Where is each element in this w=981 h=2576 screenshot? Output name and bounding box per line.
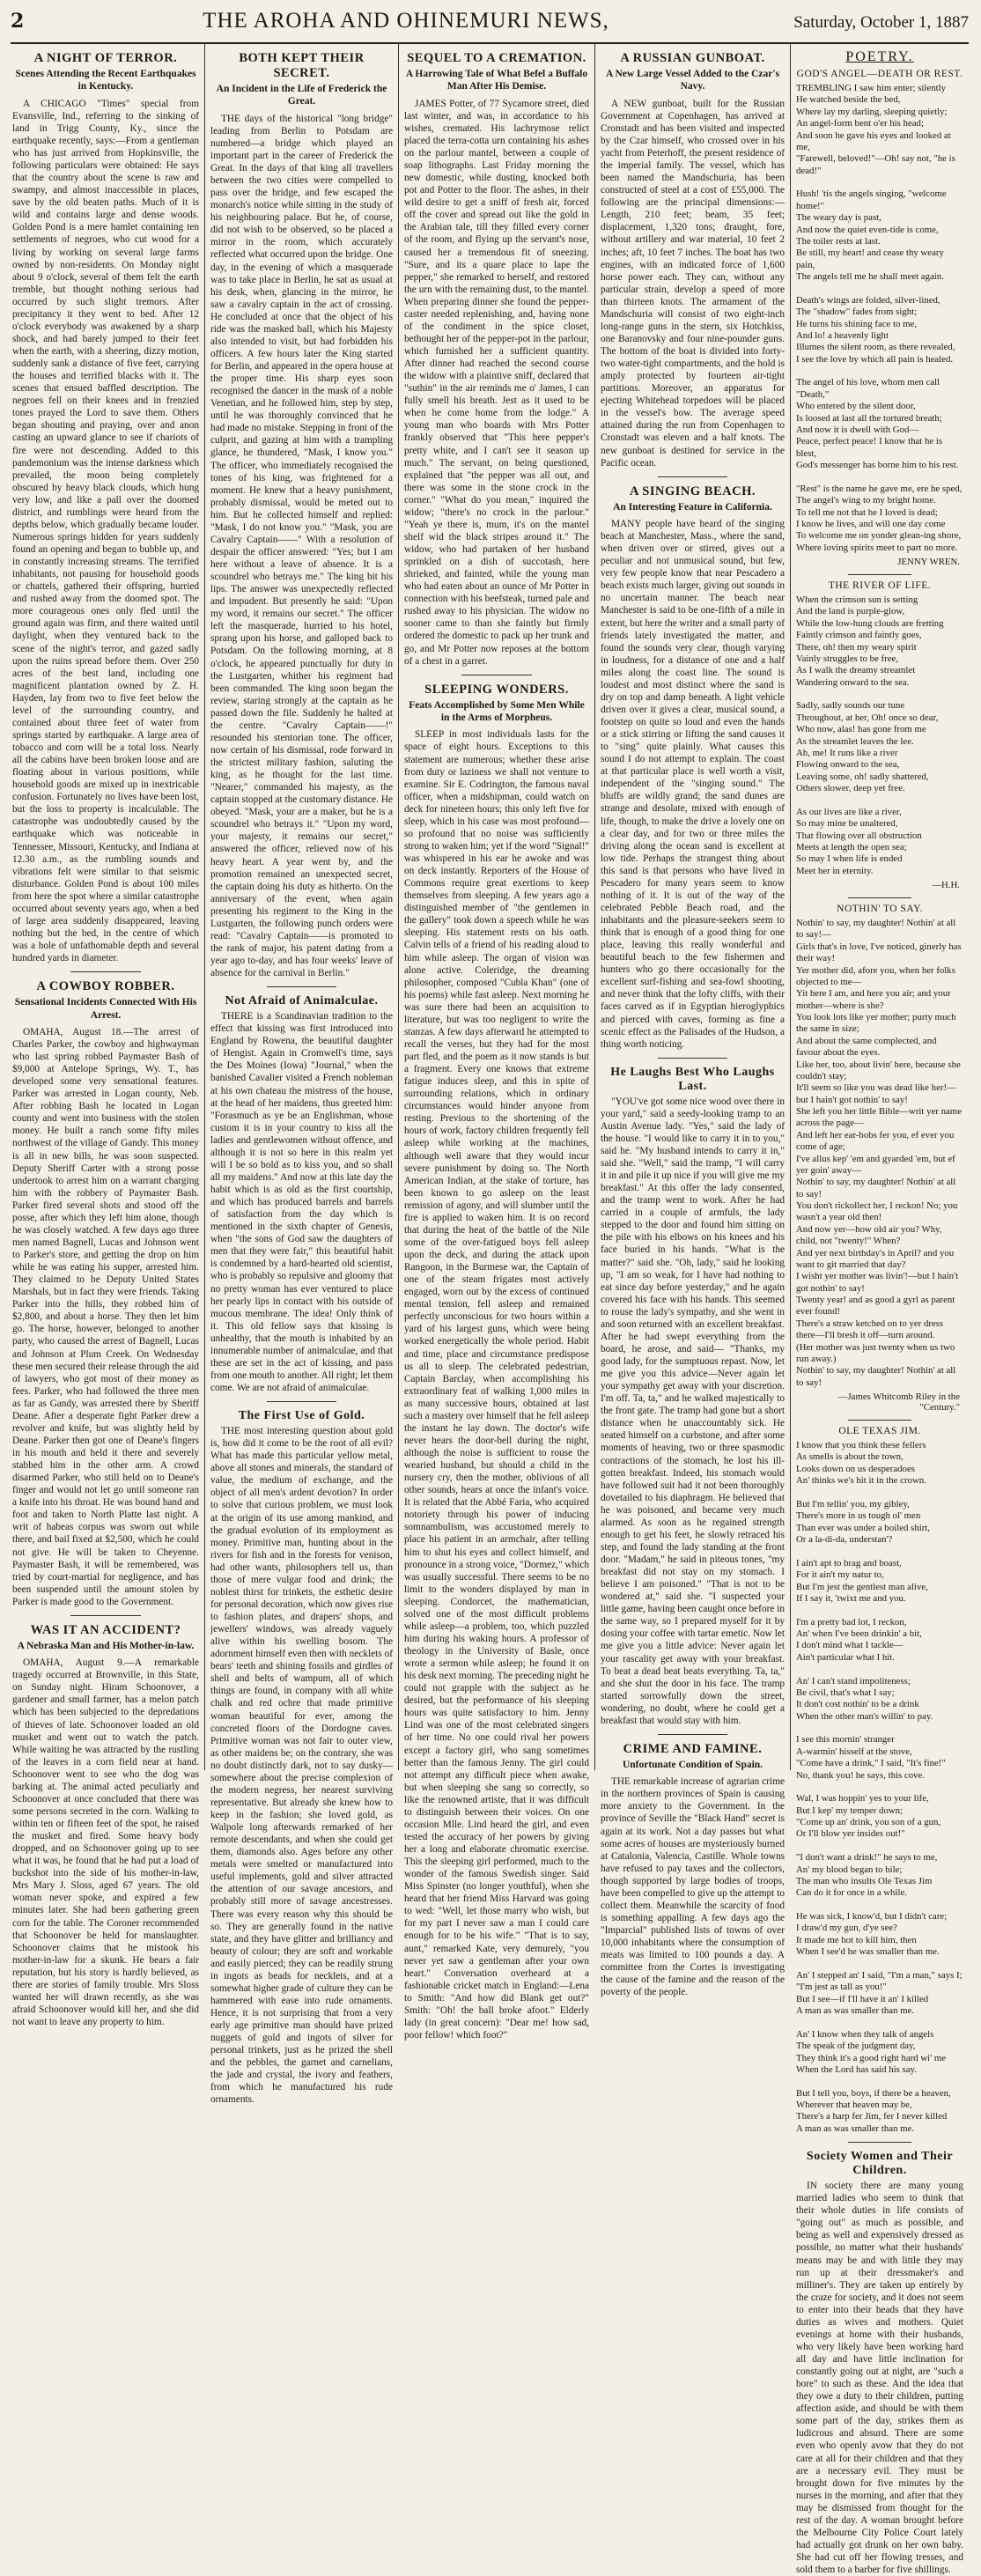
article-subtitle: Unfortunate Condition of Spain. bbox=[622, 1759, 763, 1770]
divider bbox=[848, 1420, 911, 1421]
article-singing-beach bbox=[601, 484, 785, 1051]
article-title: SEQUEL TO A CREMATION. bbox=[407, 51, 586, 65]
poem-title: GOD'S ANGEL—DEATH OR REST. bbox=[796, 69, 963, 79]
divider bbox=[848, 897, 911, 898]
article-subtitle: Sensational Incidents Connected With His Arrest. bbox=[14, 997, 197, 1021]
article-body: "YOU've got some nice wood over there in your yard," said a seedy-looking tramp to an Austin Avenue lady. "Yes," said the lady of the house. "I would like to carry it in to you," said he. "My husband intends to carry it in," said she. "Well," said the tramp, "I will carry it in and pile it up nice if you will give me my breakfast." At this offer the lady consented, and the tramp went to work. After he had carried in a couple of armfuls, the lady stepped to the door and found him sitting on the pile with his elbows on his knees and his face buried in his hands. "What is the matter?" said she. "Oh, lady," said he looking up, "I am so weak, for I have had nothing to eat since day before yesterday," and he again covered his face with his hands. This seemed to rouse the lady's sympathy, and she went in and soon returned with an excellent breakfast. After he had swept everything from the board, he arose, and said— "Thanks, my good lady, for the sumptuous repast. Now, let me give you this advice—Never again let your sympathy get away with your discretion. I'm off. Ta, ta," and he walked majestically to the front gate. The tramp had gone but a short distance when he unaccountably sick. He seated himself on a curbstone, and after some moments of heaving, two or three spasmodic contractions of the stomach, he lost his ill-gotten breakfast. Indeed, his stomach would have followed suit had it not been thoroughly dovetailed to his diaphragm. He believed that he was poisoned, and became very much alarmed. As soon as he regained strength enough to get his feet, he slowly retraced his step, and found the lady standing at the front door. "Madam," he said in piteous tones, "my breakfast did not stay on my stomach. I believe I am poisoned." "That is not to be wondered at," said she. "I suspected your little game, having been caught once before in the same way, so I prepared myself for it by dosing your coffee with tartar emetic. Now let me give you a little advice: Never again let your rascality get away with your breakfast. To beat a dead beat beats everything. Ta, ta," and she shut the door in his face. The tramp started sorrowfully down the street, wondering, no doubt, where he could get a breakfast that would stay with him. bbox=[601, 1096, 785, 1726]
divider bbox=[658, 1058, 727, 1059]
article-body: THERE is a Scandinavian tradition to the effect that kissing was first introduced into England by Rowena, the beautiful daughter of Hengist. Again in Cromwell's time, says the Des Moines (Iowa) "Journal," when the banished Cavalier visited a French nobleman at his own chateau the mistress of the house, at the head of her maidens, thus greeted him: "Forasmuch as ye be an Englishman, whose custom it is in your country to kiss all the ladies and gentlewomen without offence, and although it is not so here in this realm yet will I be so bold as to kiss you, and so shall all my maidens." And now at this late day the habit which is as old as the first courtship, and which has produced barrels and barrels of satisfaction from the day which is mentioned in the sixth chapter of Genesis, when "the sons of God saw the daughters of men that they were fair," this beautiful habit is condemned by a hard-hearted old scientist, who is probably so repulsive and gloomy that no pretty woman has ever ventured to place her pearly lips in contact with his outside of mucous membrane. The idea! Only think of it. This old fellow says that kissing is unhealthy, that the mouth is inhabited by an innumerable number of animalculae, and that these are set in the act of kissing, and pass from one mouth to another. All right; let them come. We are not afraid of animalculae. bbox=[210, 1011, 393, 1393]
poem-river-of-life bbox=[796, 580, 963, 890]
issue-date: Saturday, October 1, 1887 bbox=[793, 13, 969, 32]
article-body: IN society there are many young married ladies who seem to think that their whole duties in life consists of "going out" as much as possible, and being as well and expensively dressed as possible, no matter what their husbands' means may be and with little they may run up at their dressmaker's and milliner's. They are taken up entirely by the craze for society, and it does not seem to enter into their heads that they have duties as wives and mothers. Quiet evenings at home with their husbands, who very likely have been working hard all day and have little inclination for constantly going out at night, are "such a bore" to such as these. And the idea that they owe a duty to their children, putting affection aside, and should be with them some part of the day, strikes them as ludicrous and absurd. There are some even who openly avow that they do not care at all for their children and that they are a necessary evil. They must be brought down for five minutes by the nurses in the morning, and after that they may be dismissed from thought for the rest of the day. A woman brought before the Melbourne City Police Court lately had actually got drunk on her own baby. She had cut off her flowing tresses, and sold them to a barber for five shillings. bbox=[796, 2181, 963, 2576]
poem-text: When the crimson sun is setting And the land is purple-glow, While the low-hung clouds are fretting Faintly crimson and faintly goes, There, oh! then my weary spirit Vainly struggles to be free, As I walk the dreamy streamlet Wandering onward to the sea. Sadly, sadly sounds our tune Throughout, at her, Oh! once so dear, Who now, alas! has gone from me As the streamlet leaves the lee. Ah, me! It runs like a river Flowing onward to the sea, Leaving some, oh! sadly shattered, Others slower, deep yet free. As our lives are like a river, So may mine be unaltered, That flowing over all obstruction Meets at length the open sea; So may I when life is ended Meet her in eternity. bbox=[796, 594, 944, 876]
divider bbox=[70, 971, 142, 972]
divider bbox=[70, 1615, 142, 1616]
poem-text: TREMBLING I saw him enter; silently He watched beside the bed, Where lay my darling, sleeping quietly; An angel-form bent o'er his head; And soon he gave his eyes and looked at me, "Farewell, beloved!"—Oh! say not, "he is dead!" Hush! 'tis the angels singing, "welcome home!" The weary day is past, And now the quiet even-tide is come, The toiler rests at last. Be still, my heart! and cease thy weary pain, The angels tell me he shall meet again. Death's wings are folded, silver-lined, The "shadow" fades from sight; He turns his shining face to me, And lo! a heavenly light Illumes the silent room, as there revealed, I see the love by which all pain is healed. The angel of his love, whom men call "Death," Who entered by the silent door, Is loosed at last all the tortured breath; And now it is dwell with God— Peace, perfect peace! I know that he is blest, God's messenger has borne him to his rest. "Rest" is the name he gave me, ere he sped, The angel's wing to my bright home. To tell me not that he I loved is dead; I know he lives, and will one day come To welcome me on yonder glean-ing shore, Where loving spirits meet to part no more. bbox=[796, 83, 963, 553]
article-body: A CHICAGO "Times" special from Evansville, Ind., referring to the sinking of land in Trigg County, Ky., since the earthquake recently, says:—From a gentleman who has just arrived from Hopkinsville, the following particulars were obtained: He says that the country about the scene is raw and swampy, and almost inaccessible in places, save by the old beaten paths. Much of it is wild and contains large and dense woods. Golden Pond is a mere hamlet containing ten settlements of negroes, who cut wood for a living by working on several large farms owned by non-residents. On Monday night about 9 o'clock, several of them felt the earth tremble, but thought nothing serious had occurred by such slight tremors. After precipitancy it they went to bed. After 12 o'clock everybody was awakened by a sharp shock, and had barely jumped to their feet when the earth, with a sheering, dizzy motion, suddenly sank a distance of five feet, carrying the houses and terrified blacks with it. The scenes that ensued baffled description. The negroes fell on their knees and in frenzied tones prayed the Lord to save them. Others began shouting and praying, over and anon casting an upward glance to see if chariots of fire were not descending. Added to this pandemonium was the intense darkness which prevailed, the moon being completely obscured by heavy black clouds, which hung very low, and like a pall over the doomed district, and rumblings were heard from the depths below, which gradually became louder. Numerous springs hidden for years suddenly found an opening and began to bubble up, and in constantly increasing streams. The terrified inhabitants, not pausing for household goods or chattels, gathered their offspring, hurried and rushed away from the doomed spot. The more courageous ones only fled until the ground again was firm, and there waited until daylight, when they ventured back to the scene of the night's terror, and gazed sadly upon the ruins spread before them. Over 250 acres of the best land, including one magnificent plantation owned by Z. H. Hayden, lay from two to five feet below the level of the surrounding country, and contained about three feet of water from springs started by earthquake. A large area of tobacco and corn will be a total loss. Nearly all the cabins have been broken loose and are floating about in various positions, while household goods are mixed up in inextricable confusion. Fortunately no lives have been lost, but the loss to property is incalculable. The catastrophe was undoubtedly caused by the earthquake which was noticeable in Tennessee, Missouri, Kentucky, and Indiana at 12.30 a.m., as the rumbling sounds and vibrations felt were similar to that seismic disturbance. Golden Pond is about 100 miles from here the spot where a similar catastrophe occurred about seventy years ago, when a bed of large area suddenly disappeared, leaving nothing but the bed, in the centre of which was a hole of unfathomable depth and several hundred yards in diameter. bbox=[12, 98, 199, 964]
article-night-of-terror bbox=[12, 51, 199, 964]
column-4 bbox=[594, 44, 790, 1998]
article-first-use-of-gold bbox=[210, 1409, 393, 2106]
article-title: A COWBOY ROBBER. bbox=[36, 979, 175, 994]
newspaper-title: THE AROHA AND OHINEMURI NEWS, bbox=[203, 9, 609, 33]
poem-author: —James Whitcomb Riley in the "Century." bbox=[837, 1391, 960, 1413]
divider bbox=[658, 1734, 727, 1735]
article-laughs-best bbox=[601, 1066, 785, 1727]
column-2 bbox=[204, 44, 398, 2106]
columns bbox=[11, 44, 969, 2576]
poem-title: THE RIVER OF LIFE. bbox=[828, 580, 932, 591]
poem-gods-angel bbox=[796, 69, 963, 567]
divider bbox=[848, 574, 911, 575]
poem-text: I know that you think these fellers As smells is about the town, Looks down on us desperadoes An' thinks we's hit it in the crown. But I'm tellin' you, my gibley, There's more in us tough ol' men Than ever was under a boiled shirt, Or a la-di-da, understan'? I ain't apt to brag and boast, For it ain't my natur to, But I'm jest the gentlest man alive, If I say it, 'twixt me and you. I'm a pretty bad lot, I reckon, An' when I've been drinkin' a bit, I don't mind what I tackle— Ain't particular what I hit. An' I can't stand impoliteness; Be civil, that's what I say; It don't cost nothin' to be a drink When the other man's willin' to pay. I see this mornin' stranger A-warmin' hisself at the stove, "Come have a drink," I said, "It's fine!" No, thank you! he says, this cove. Wal, I was hoppin' yes to your life, But I kep' my temper down; "Come up an' drink, you son of a gun, Or I'll blow yer insides out!" "I don't want a drink!" he says to me, An' my blood began to bile; The man who insults Ole Texas Jim Can do it for once in a while. He was sick, I know'd, but I didn't care; I draw'd my gun, d'ye see? It made me hot to kill him, then When I see'd he was smaller than me. An' I stepped an' I said, "I'm a man," says I; "I'm jest as tall as you!" But I see—if I'll have it an' I killed A man as was smaller than me. An' I know when they talk of angels The speak of the judgment day, They think it's a good right hard wi' me When the Lord has said his say. But I tell you, boys, if there be a heaven, Wherever that heaven may be, There's a harp fer Jim, fer I never killed A man as was smaller than me. bbox=[796, 1440, 963, 2134]
article-body: THE days of the historical "long bridge" leading from Berlin to Potsdam are numbered—a bridge which played an important part in the career of Frederick the Great. In the days of that king all travellers between the two cities were compelled to pass over the bridge, and few escaped the monarch's notice while sitting in the study of his neighbouring palace. But he, of course, did not wish to be observed, so he placed a mirror in the room, which accurately reflected what occurred upon the bridge. One day, in the evening of which a masquerade was to take place in Berlin, he sat as usual at his desk, when, glancing in the mirror, he saw a cavalry captain in the act of crossing. He concluded at once that the object of his ride was the masked ball, which his Majesty also intended to visit, but had forbidden his officers. A few hours later the King started for Berlin, and appeared in the opera house at the proper time. His sharp eyes soon recognised the dancer in the mask of a noble Venetian, and he followed him, step by step, until he was thoroughly convinced that he had made no mistake. Stepping in front of the culprit, and gazing at him with a trampling glance, he thundered, "Mask, I know you." The officer, who immediately recognised the tones of his king, was frightened for a moment. He knew that a heavy punishment, probably dismissal, would be meted out to him. But he collected himself and replied: "Mask, I do not know you." "Mask, you are Cavalry Captain——" With a resolution of despair the officer answered: "Yes; but I am here without a leave of absence. It is a scoundrel who betrays me." The king bit his lips. The answer was unexpectedly reflected and impudent. But presently he said: "Upon my word, it remains our secret." The officer left the masquerade, hurried to his hotel, sprang upon his horse, and galloped back to Potsdam. On the following morning, at 8 o'clock, he appeared punctually for duty in the Lustgarten, whither his regiment had been commanded. The king soon began the review, staring strongly at the captain as he passed down the file. Suddenly he halted at the centre. "Cavalry Captain——!" resounded his stentorian tone. The officer, now certain of his dismissal, rode forward in the strictest military fashion, saluting the king, as he thought for the last time. "Nearer," commanded his majesty, as the captain stopped at the customary distance. He obeyed. "Mask, your are a maker, but he is a scoundrel who betrays it." "Upon my word, your majesty, it remains our secret," answered the officer, relieved now of his heavy heart. A year went by, and the promotion remained an unexpected secret, the captain doing his duty as hitherto. On the anniversary of the event, when again presenting his regiment to the King in the Lustgarten, the following punch orders were read: "Cavalry Captain——is promoted to the rank of major, his patent dating from a year ago to-day, and has four weeks' leave of absence for the carnival in Berlin." bbox=[210, 113, 393, 979]
article-subtitle: An Interesting Feature in California. bbox=[613, 501, 772, 513]
article-title: SLEEPING WONDERS. bbox=[424, 682, 569, 697]
poem-author: —H.H. bbox=[932, 880, 960, 890]
poem-title: NOTHIN' TO SAY. bbox=[837, 904, 923, 914]
poem-author: JENNY WREN. bbox=[897, 557, 960, 567]
article-title: A RUSSIAN GUNBOAT. bbox=[620, 51, 765, 65]
article-both-kept-their-secret bbox=[210, 51, 393, 979]
article-body: SLEEP in most individuals lasts for the space of eight hours. Exceptions to this statement are numerous; whether these arise from duty or laziness we shall not venture to examine. Sir E. Codrington, the famous naval officer, when a midshipman, could watch on deck for nineteen hours; this only left five for sleep, which in his case was most profound—so profound that no noise was sufficiently strong to waken him; yet if the word "Signal!" was whispered in his ear he awoke and was on deck instantly. Reporters of the House of Commons require great exertions to keep themselves from sleeping. A few years ago a distinguished member of "the gentlemen in the gallery" took down a speech while he was sleeping. His statement rests on his oath. Calvin tells of a friend of his reading aloud to him while asleep. The organ of vision was alone active. Coleridge, the dreaming philosopher, composed "Cubla Khan" (one of his poems) while fast asleep. Next morning he was sure there had been an acquisition to literature, but was too negligent to write the stanzas. A few days afterward he attempted to recall the verses, but they had for the most part fled, and the poem as it now stands is but a fragment. Every one knows that extreme fatigue induces sleep, and this in spite of surrounding relations, which in ordinary circumstances would hinder anyone from resting. Previous to the shortening of the hours of work, factory children frequently fell asleep while working at the machines, although well aware that they would incur severe punishment by doing so. The North American Indian, at the stake of torture, has been known to go asleep on the least remission of agony, and will slumber until the fire is applied to waken him. It is on record that during the heat of the battle of the Nile some of the over-fatigued boys fell asleep upon the deck, and during the attack upon Rangoon, in the Burmese war, the Captain of one of the steam frigates most actively engaged, worn out by the excess of continued mental tension, fell asleep and remained perfectly unconscious for two hours within a yard of his largest guns, which were being worked energetically the whole period. Habit and time, place and circumstance predispose us all to sleep. The celebrated pedestrian, Captain Barclay, when accomplishing his extraordinary feat of walking 1,000 miles in as many successive hours, obtained at last such a mastery over himself that he fell asleep the instant he lay down. The doctor's wife never hears the door-bell during the night, although the noise is sufficient to rouse the wearied husband, but should a child in the nursery cry, then the mother, oblivious of all other sounds, hears at once the infant's voice. It is related that the Abbé Faria, who acquired notoriety through his power of inducing somnambulism, was accustomed merely to place his patient in an armchair, after telling him to shut his eyes and collect himself, and pronounce in a strong voice, "Dormez," which was usually successful. There seems to be no limit to the wonders displayed by man in sleeping. Condorcet, the mathematician, solved one of the most difficult problems while asleep—a problem, too, which puzzled him during his waking hours. A professor of theology in the University of Basle, once wrote a sermon while asleep; he found it on his desk next morning. The preceding night he could not grapple with the subject as he desired, but the performance of his sleeping hours was quite satisfactory to him. Jenny Lind was one of the most celebrated singers of her time. No one could rival her powers except a factory girl, who sang sometimes better than the famous Jenny. The girl could not attempt any difficult piece when awake, but when sleeping she sang so correctly, so like the renowned artiste, that it was difficult to distinguish between their voices. On one occasion Mlle. Lind heard the girl, and even tested the accuracy of her powers by giving her a long and elaborate chromatic exercise. This the sleeping girl performed, much to the wonder of the famous Swedish singer. Said Miss Spinster (no longer youthful), when she heard that her friend Miss Harvard was going to wed: "Well, let those marry who wish, but for my part I never saw a man I could care enough for to be his wife." "That is to say, aunt," remarked Kate, very demurely, "you never yet saw a gentleman after your own heart." Conversation overheard at a fashionable cricket match in England:—Lena to Smith: "And how did Blank get out?" Smith: "Oh! the ball broke afoot." Elderly lady (in great concern): "Dear me! how sad, poor fellow! which foot?" bbox=[404, 729, 589, 2041]
article-subtitle: A Harrowing Tale of What Befel a Buffalo Man After His Demise. bbox=[405, 69, 588, 92]
article-crime-and-famine bbox=[601, 1742, 785, 1999]
article-subtitle: Scenes Attending the Recent Earthquakes in Kentucky. bbox=[15, 69, 196, 92]
article-title: A SINGING BEACH. bbox=[630, 483, 756, 498]
article-subtitle: A New Large Vessel Added to the Czar's Navy. bbox=[605, 69, 780, 92]
article-body: A NEW gunboat, built for the Russian Government at Copenhagen, has arrived at Cronstadt and has been visited and inspected by the Czar himself, who crossed over in his yacht from Peterhoff, the present residence of the imperial family. The vessel, which has been named the Mandschuria, has been constructed of steel at a cost of £55,000. The following are the principal dimensions:—Length, 210 feet; beam, 35 feet; displacement, 1,320 tons; draught, fore, without artillery and war material, 10 feet 2 inches; aft, 10 feet 7 inches. The boat has two engines, with an indicated force of 1,600 horse power each. They can, without any particular strain, develop a speed of more than thirteen knots. The armament of the Mandschuria will consist of two eight-inch long-range guns in the stern, six Hotchkiss, one Baranovsky and four nine-pounder guns. The bottom of the boat is divided into forty-two water-tight compartments, and the hold is amply protected by fourteen air-tight partitions. Moreover, an apparatus for ejecting Whitehead torpedoes will be placed in the vessel's bow. The average speed attained during the run from Copenhagen to Cronstadt was eleven and a half knots. The new gunboat is destined for service in the Pacific ocean. bbox=[601, 98, 785, 469]
article-russian-gunboat bbox=[601, 51, 785, 469]
article-title: The First Use of Gold. bbox=[238, 1409, 365, 1423]
page-number: 2 bbox=[11, 10, 25, 33]
article-subtitle: An Incident in the Life of Frederick the Great. bbox=[216, 84, 387, 107]
poem-text: Nothin' to say, my daughter! Nothin' at all to say!— Girls that's in love, I've noticed, ginerly has their way! Yer mother did, afore you, when her folks objected to me— Yit here I am, and here you air; and your mother—where is she? You look lots like yer mother; purty much the same in size; And about the same complected, and favour about the eyes. Like her, too, about livin' here, because she couldn't stay; It'll seem so like you was dead like her!—but I hain't got nothin' to say! She left you her little Bible—writ yer name across the page— And left her ear-bobs fer you, ef ever you come of age; I've allus kep' 'em and gyarded 'em, but ef yer goin' away— Nothin' to say, my daughter! Nothin' at all to say! You don't rickollect her, I reckon! No; you wasn't a year old then! And now yer—how old air you? Why, child, not "twenty!" When? And yer next birthday's in April? and you want to git married that day? I wisht yer mother was livin'!—but I hain't got nothin' to say! Twenty year! and as good a gyrl as parent ever found! There's a straw ketched on to yer dress there—I'll bresh it off—turn around. (Her mother was just twenty when us two run away.) Nothin' to say, my daughter! Nothin' at all to say! bbox=[796, 918, 962, 1388]
poem-nothin-to-say bbox=[796, 904, 963, 1413]
article-title: WAS IT AN ACCIDENT? bbox=[30, 1622, 181, 1637]
article-animalculae bbox=[210, 994, 393, 1394]
article-body: OMAHA, August 18.—The arrest of Charles Parker, the cowboy and highwayman who last spring robbed Paymaster Bash of $9,000 at Antelope Springs, Wy. T., has developed some very sensational features. Parker was arrested in Logan county, Neb. After robbing Bash he located in Logan county and went into business with the stolen money. He built a ranch some fifty miles northwest of the village of Gandy. This money is all in new bills, he was soon suspected. Deputy Sheriff Carter with a strong posse undertook to arrest him on a warrant charging him with the robbery of Paymaster Bash. Parker fired several shots and stood off the posse, after which they left him alone, though he was closely watched. A few days ago three men named Bagnell, Lucas and Johnson went to Parker's store, and getting the drop on him while he was eating his supper, arrested him. They claimed to be Deputy United States Marshals, but in fact they were friends. Taking Parker into the hills, they robbed him of $2,800, and about a horse. They then let him go. The horse, however, belonged to another party, who caused the arrest of Bagnell, Lucas and Johnson at Plum Creek. On Wednesday these men secured their release through the aid of lawyers, who got most of their money as fees. Parker, who had followed the three men as far as Gandy, was arrested there by Sheriff Deane. After a desperate fight Parker drew a revolver and knife, but was slightly held by Deane. Parker then got one of Deane's fingers in his mouth and held it there and severely stabbed him in the other arm. A crowd disarmed Parker, who still held on to Deane's finger and would not let go until someone ran a knife into his throat. He was bound hand and foot and taken to North Platte last night. A writ of habeas corpus was sworn out while there, and bail fixed at $2,500, which he could not give. He will be taken to Cheyenne. Paymaster Bash, it will be remembered, was tried by court-martial for negligence, and has been suspended until the amount stolen by Parker is made good to the Government. bbox=[12, 1026, 199, 1607]
divider bbox=[267, 1401, 336, 1402]
article-title: He Laughs Best Who Laughs Last. bbox=[610, 1065, 775, 1093]
divider bbox=[848, 2142, 911, 2143]
column-5 bbox=[790, 44, 969, 2576]
article-title: CRIME AND FAMINE. bbox=[623, 1741, 763, 1756]
poem-ole-texas-jim bbox=[796, 1426, 963, 2135]
article-body: THE remarkable increase of agrarian crime in the northern provinces of Spain is causing more anxiety to the Government. In the province of Seville the "Black Hand" secret is again at its work. Not a day passes but what some acres of houses are mysteriously burned at Catalonia, Valencia, Castille. Whole towns have refused to pay taxes and the collectors, though supported by large bodies of troops, have been compelled to give up the attempt to collect them. Meanwhile the scarcity of food is something appalling. A few days ago the "Imparcial" published lists of towns of over 10,000 inhabitants where the consumption of meats was limited to 100 pounds a day. A committee from the Cortes is investigating the cause of the famine and the reason of the poverty of the people. bbox=[601, 1776, 785, 1998]
divider bbox=[658, 476, 727, 477]
divider bbox=[267, 986, 336, 987]
article-body: THE most interesting question about gold is, how did it come to be the root of all evil? What has made this particular yellow metal, above all stones and minerals, the standard of value, the medium of exchange, and the object of all men's ardent devotion? In order to solve that curious problem, we must look at the origin of its use among mankind, and the gradual evolution of its employment as money. Primitive man, hunting about in the rivers for fish and in the forests for venison, had other wants, philosophers tell us, than those of mere vulgar food and drink; the noblest thirst for trinkets, the esthetic desire for personal decoration, which now gives rise to fashion plates, and drapers' shops, and jewellers' windows, was already vaguely alive within his swelling bosom. The adornment himself even then with necklets of bears' teeth and shining fossils and girdles of shell and belts of wampum, all of which things are found, in company with all white chalk and red ochre that made primitive woman beautiful for ever, among the concreted floors of the Dordogne caves. Primitive woman was not fair to outer view, as other maidens be; on the contrary, she was no doubt distinctly dark, not to say dusky—somewhere about the precise complexion of the modern negress, her nearest surviving representative. But already she knew how to keep in the fashion; she loved gold, as Walpole long afterwards remarked of her remote descendants, and when she could get them, diamonds also. Ages before any other metals were smelted or manufactured into useful implements, gold and silver attracted the attention of our savage ancestors, and probably still more of savage ancestresses. There was every reason why this should be so. They are generally found in the native state, and they have glitter and brilliancy and beauty of colour; they are soft and workable and easily pierced; they can be readily strung in ingots as beads for necklets, and at a somewhat higher grade of culture they can be hammered with ease into rude ornaments. Hence, it is not surprising that from a very early age primitive man should have prized nuggets of gold and ingots of silver for personal trinkets, just as he prized the shell and the pebbles, the garnet and carnelians, the jade and crystal, the ivory and feathers, from which he manufactured his rude ornaments. bbox=[210, 1426, 393, 2106]
article-subtitle: Feats Accomplished by Some Men While in the Arms of Morpheus. bbox=[409, 699, 585, 723]
article-body: JAMES Potter, of 77 Sycamore street, died last winter, and was, in accordance to his wishes, cremated. His lachrymose relict placed the terra-cotta urn containing his ashes on the parlour mantel, between a couple of soap lithographs. Last Friday morning the new domestic, while dusting, knocked both pot and Potter to the floor. The ashes, in their wild desire to get a sniff of fresh air, forced off the cover and spread out like the gold in the Arabian tale, till they filled every corner of the room, and flying up the servant's nose, caused her a tremendous fit of sneezing. "Sure, and its a quare place to lape the pepper," she remarked to herself, and restored the urn with the remaining dust, to the mantel. When preparing dinner she found the pepper-caster needed replenishing, and, having none of the condiment in the spice closet, bethought her of the pepper-pot in the parlour, which furnished her a sufficient quantity. After dinner had reached the second course the widow with a plaintive sniff, declared that "suthin" in the air reminds me o' James, I can fully smell his breath. Jest as it used to be when he come home from the lodge." A young man who boards with Mrs Potter frankly observed that "This here pepper's pretty white, and I can't see it season up much." The servant, on being questioned, explained that "the pepper was all out, and there was some in the stone crock in the corner." "What do you mean," inquired the widow; "there's no crock in the parlour." "Yeah ye there is, mum, it's on the mantel shelf wid the black stripes around it." The widow, who had partaken of her husband sprinkled on a dish of succotash, here shrieked, and fainted, while the young man who had eaten about an ounce of Mr Potter in connection with his beefsteak, turned pale and rushed away to his physician. The widow no sooner came to than she faintly but firmly ordered the domestic to pack up her trunk and go, and Mr Potter now reposes at the bottom of a chest in a garret. bbox=[404, 98, 589, 667]
poetry-section-title: POETRY. bbox=[845, 49, 914, 64]
article-body: MANY people have heard of the singing beach at Manchester, Mass., where the sand, when driven over or stirred, gives out a peculiar and not unmusical sound, but few, very few people know that near Pescadero a beach exists much larger, giving out sounds in no uncertain manner. The beach near Manchester is said to be one-fifth of a mile in extent, but here the writer and a small party of friends lately investigated the matter, and found the sounds very clear, though varying in loudness, for a distance of one and a half miles along the coast line. The sound is loudest and most distinct where the sand is dry on top and damp beneath. A light vehicle driven over it gives a clear, musical sound, a footstep on quite so loud and even the hands or a stick stirring or lifting the sand causes it to "sing" quite plainly. What causes this sound I do not attempt to explain. The coast at that particular place is well worth a visit, independent of the "singing sound." The bluffs are wildly grand; the sand dunes are strange and desolate, mixed with enough of life, though, to make the drive a lovely one on a clear day, and for two or three miles the driving along the ocean sand is excellent at low tide. Perhaps the strangest thing about this sand is that persons who have lived in Pescadero for many years seem to know nothing of it. It is out of the way of the celebrated Pebble Beach road, and the inhabitants and the pleasure-seekers seem to think that is enough of a good thing for one place, leaving this really wonderful and beautiful beach to the few fishermen and hunters who go there occasionally for the excellent surf-fishing and sea-fowl shooting, and never think that the lofty cliffs, with their faces carved as if in Egyptian hieroglyphics and pierced with caves, forming as fine a scenic effect as the Palisades of the Hudson, a thing worth noticing. bbox=[601, 519, 785, 1050]
article-title: BOTH KEPT THEIR SECRET. bbox=[239, 51, 365, 80]
article-sleeping-wonders bbox=[404, 683, 589, 2041]
column-1 bbox=[11, 44, 204, 2027]
article-title: Not Afraid of Animalculae. bbox=[225, 994, 379, 1008]
article-cowboy-robber bbox=[12, 979, 199, 1608]
column-3 bbox=[398, 44, 594, 2041]
article-title: Society Women and Their Children. bbox=[806, 2150, 954, 2178]
article-subtitle: A Nebraska Man and His Mother-in-law. bbox=[17, 1640, 195, 1651]
masthead bbox=[11, 9, 969, 39]
article-was-it-an-accident bbox=[12, 1623, 199, 2028]
article-body: OMAHA, August 9.—A remarkable tragedy occurred at Brownville, in this State, on Sunday night. Hiram Schoonover, a gardener and small farmer, has a melon patch which has been subjected to the depredations of thieves of late. Schoonover loaded an old musket and went out to watch the patch. While waiting he was attracted by the rustling of the leaves in a corn field near at hand. Schoonover went to see who the dog was barking at. The animal acted peculiarly and Schoonover at once concluded that there was some persons secreted in the corn. Walking to within ten or fifteen feet of the spot, he raised the musket and fired. Some heavy body dropped, and on Schoonover going up to see what it was, he found that he had put a load of buckshot into the side of his mother-in-law, Mrs Mary J. Sloss, aged 67 years. The old woman never spoke, and expired a few minutes later. She had been gathering green corn for the table. The Coroner recommended that Schoonover be held for manslaughter. Schoonover claims that he mistook his mother-in-law for a skunk. He bears a fair reputation, but his story is hardly believed, as there are stories of family trouble. Mrs Sloss wanted her will drawn recently, as she was afraid Schoonover would kill her, and she did not want to leave any property to him. bbox=[12, 1657, 199, 2027]
article-society-women bbox=[796, 2150, 963, 2576]
article-title: A NIGHT OF TERROR. bbox=[33, 51, 178, 65]
article-sequel-to-cremation bbox=[404, 51, 589, 668]
poem-title: OLE TEXAS JIM. bbox=[838, 1426, 921, 1436]
